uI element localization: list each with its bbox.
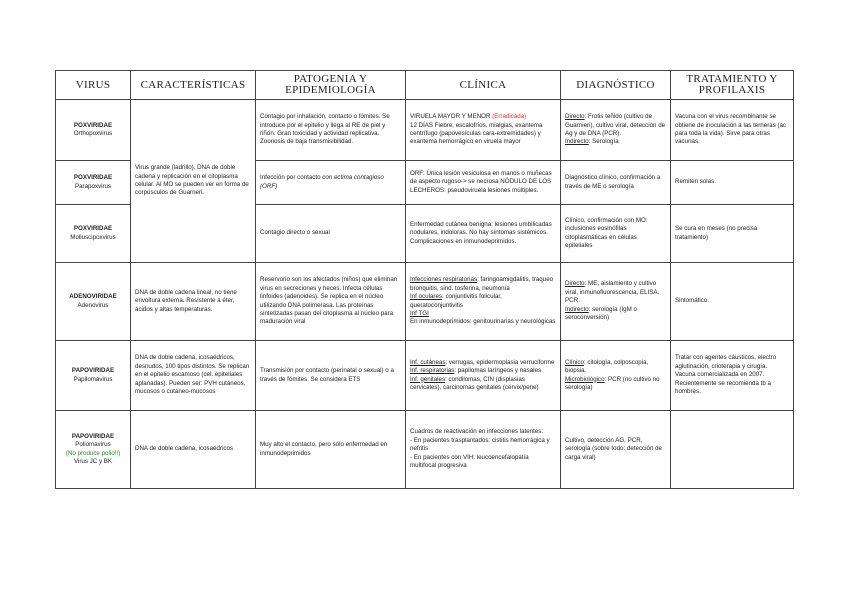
virus-cell: POXVIRIDAE Molluscipoxvirus xyxy=(56,205,131,263)
tratamiento-cell: Se cura en meses (no precisa tratamiento) xyxy=(671,205,794,263)
virus-cell: ADENOVIRIDAE Adenovirus xyxy=(56,263,131,341)
virus-cell: PAPOVIRIDAE Poliomavirus (No produce polio!!) Virus JC y BK xyxy=(56,411,131,489)
virus-cell: POXVIRIDAE Parapoxvirus xyxy=(56,161,131,205)
header-tratamiento: TRATAMIENTO Y PROFILAXIS xyxy=(671,71,794,100)
virus-cell: PAPOVIRIDAE Papilomavirus xyxy=(56,341,131,411)
clinica-cell: ORF: Única lesión vesiculosa en manos o muñecas de aspecto rugoso-> se necrosa NÓDULO DE LOS LECHEROS: pseudoviruela lesiones múltiples. xyxy=(406,161,561,205)
patogenia-cell: Contagio por inhalación, contacto o fómites. Se introduce por el epitelio y llega al RE de piel y riñón. Gran toxicidad y actividad replicativa. Zoonosis de baja transmisibilidad. xyxy=(256,100,406,161)
header-caracteristicas: CARACTERÍSTICAS xyxy=(131,71,256,100)
caracteristicas-cell: DNA de doble cadena, icosaédricos, desnudos, 100 tipos distintos. Se replican en el epitelio escamoso (cel. epiteliales aplanadas). Pueden ser: PVH cutáneos, mucosos o cutáneo-mucosos xyxy=(131,341,256,411)
header-clinica: CLÍNICA xyxy=(406,71,561,100)
tratamiento-cell xyxy=(671,411,794,489)
clinica-cell: Inf. cutáneas: verrugas, epidermoplasia verruciforme Inf. respiratorias: papilomas laríngeos y nasales Inf. genitales: condilomas, CIN (displasias cervicales), carcinomas genitales (cérvix/pene) xyxy=(406,341,561,411)
header-row xyxy=(56,71,794,100)
header-virus: VIRUS xyxy=(56,71,131,100)
diagnostico-cell: Clínico: citología, colposcopia, biopsia. Microbiológico: PCR (no cultivo no serología) xyxy=(561,341,671,411)
diagnostico-cell: Diagnóstico clínico, confirmación a través de ME o serología xyxy=(561,161,671,205)
tratamiento-cell: Tratar con agentes cáusticos, electro aglutinación, crioterapia y cirugía. Vacuna comercializada en 2007. Recientemente se recomienda tb a hombres. xyxy=(671,341,794,411)
table-row xyxy=(56,341,794,411)
patogenia-cell: Contagio directo o sexual xyxy=(256,205,406,263)
patogenia-cell: Muy alto el contacto, pero sólo enfermedad en inmunodeprimidos xyxy=(256,411,406,489)
caracteristicas-cell: DNA de doble cadena lineal, no tiene envoltura externa. Resistente a éter, ácidos y altas temperaturas. xyxy=(131,263,256,341)
diagnostico-cell: Directo: ME, aislamiento y cultivo viral, inmunofluorescencia, ELISA, PCR. Indirecto: serología (IgM o seroconversión) xyxy=(561,263,671,341)
caracteristicas-cell: DNA de doble cadena, icosaédricos xyxy=(131,411,256,489)
diagnostico-cell: Directo: Frotis teñido (cultivo de Guarnieri), cultivo viral, detección de Ag y de DNA (PCR). Indirecto: Serología xyxy=(561,100,671,161)
virus-table xyxy=(55,70,794,489)
tratamiento-cell: Sintomático. xyxy=(671,263,794,341)
table-row xyxy=(56,411,794,489)
clinica-cell: VIRUELA MAYOR Y MENOR (Erradicada) 12 DÍAS Fiebre, escalofríos, mialgias, exantema centrífugo (papovesículas cara-extremidades) y exantema hemorrágico en viruela mayor xyxy=(406,100,561,161)
header-patogenia: PATOGENIA Y EPIDEMIOLOGÍA xyxy=(256,71,406,100)
clinica-cell: Cuadros de reactivación en infecciones latentes: - En pacientes trasplantados: cistitis hemorrágica y nefritis - En pacientes con VIH: leucoencefalopatía multifocal progresiva xyxy=(406,411,561,489)
header-diagnostico: DIAGNÓSTICO xyxy=(561,71,671,100)
tratamiento-cell: Remiten solas. xyxy=(671,161,794,205)
patogenia-cell: Infección por contacto con ectima contagioso (ORF) xyxy=(256,161,406,205)
clinica-cell: Infecciones respiratorias: faringoamigdalitis, traqueo bronquitis, sind. tosferina, neumonía Inf oculares: conjuntivitis folicular, queratoconjuntivitis Inf TGI En inmunodeprimidos: genitourinarias y neurológicas xyxy=(406,263,561,341)
virus-cell: POXVIRIDAE Orthopoxvirus xyxy=(56,100,131,161)
table-row xyxy=(56,263,794,341)
caracteristicas-cell: Virus grande (ladrillo), DNA de doble cadena y replicación en el citoplasma celular. Al MO se pueden ver en forma de corpúsculos de Guarneri. xyxy=(131,100,256,263)
diagnostico-cell: Clínico, confirmación con MO: inclusiones eosinófilas citoplasmáticas en células epiteliales xyxy=(561,205,671,263)
table-row xyxy=(56,100,794,161)
patogenia-cell: Transmisión por contacto (perinatal o sexual) o a través de fómites. Se considera ETS xyxy=(256,341,406,411)
tratamiento-cell: Vacuna con el virus recombinante se obtiene de inoculación a las terneras (ac para toda la vida). Sirve para otras vacunas. xyxy=(671,100,794,161)
clinica-cell: Enfermedad cutánea benigna: lesiones umbilicadas nodulares, indoloras. No hay síntomas sistémicos. Complicaciones en inmunodeprimidos. xyxy=(406,205,561,263)
patogenia-cell: Reservorio son los afectados (niños) que eliminan virus en secreciones y heces. Infecta células linfoides (adenoides). Se replica en el núcleo utilizando DNA polimerasa. Las proteínas sintetizadas pasan del citoplasma al núcleo para maduración viral xyxy=(256,263,406,341)
diagnostico-cell: Cultivo, detección AG, PCR, serología (sobre todo: detección de carga viral) xyxy=(561,411,671,489)
